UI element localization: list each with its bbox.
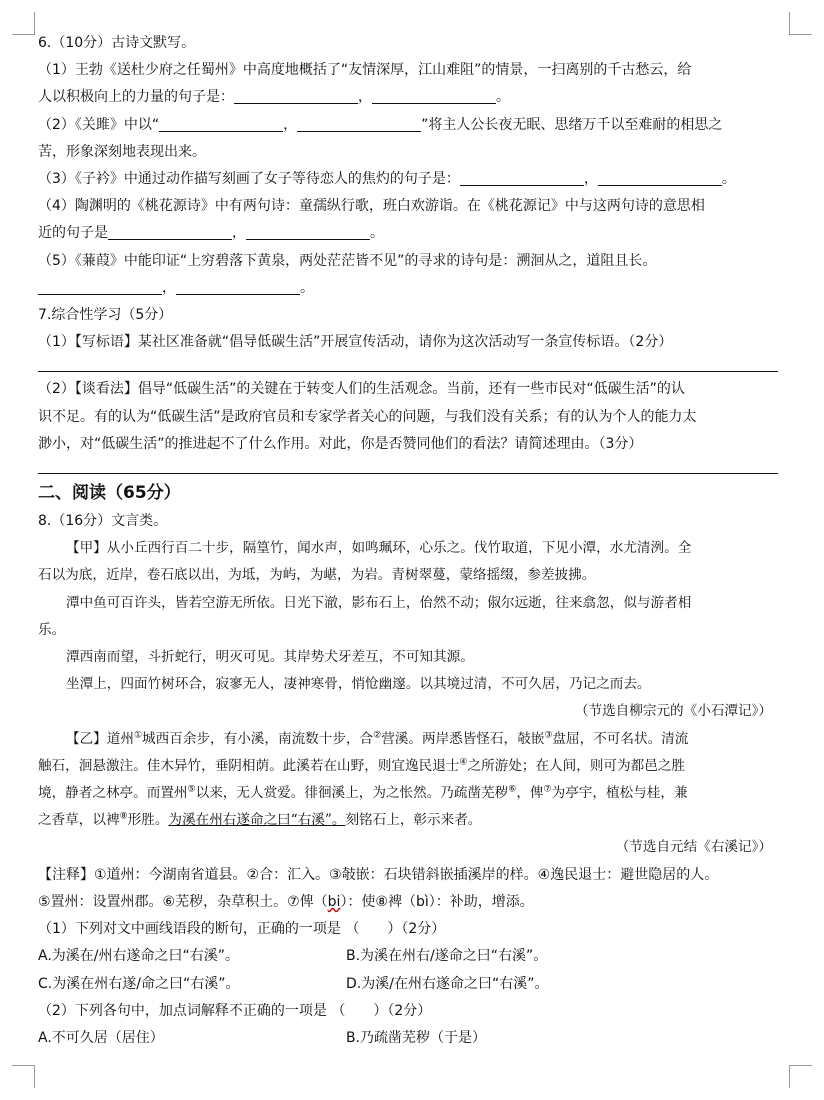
jia-text-line: 乐。 — [38, 621, 66, 638]
crop-mark-bottom-left — [12, 1065, 35, 1088]
underlined-passage: 为溪在州右遂命之曰“右溪”。 — [168, 812, 346, 829]
answer-blank[interactable] — [108, 224, 232, 240]
jia-text-line: 坐潭上，四面竹树环合，寂寥无人，凄神寒骨，悄怆幽邃。以其境过清，不可久居，乃记之而去。 — [66, 676, 651, 693]
q8-sub2-question: （2）下列各句中，加点词解释不正确的一项是 （ ）（2分） — [38, 1002, 432, 1019]
q8-sub1-options-row1 — [38, 943, 778, 970]
answer-blank[interactable] — [598, 170, 722, 186]
jia-text-line: 潭西南而望，斗折蛇行，明灭可见。其岸势犬牙差互，不可知其源。 — [66, 649, 474, 666]
q6-item2-line2: 苦，形象深刻地表现出来。 — [38, 143, 206, 160]
q8-title: 8.（16分）文言类。 — [38, 513, 168, 530]
q6-item5-line1: （5）《蒹葭》中能印证“上穷碧落下黄泉，两处茫茫皆不见”的寻求的诗句是：溯洄从之，道阻且长。 — [38, 252, 657, 269]
q7-item2-line3: 渺小，对“低碳生活”的推进起不了什么作用。对此，你是否赞同他们的看法？请简述理由。（3分） — [38, 435, 643, 452]
q6-item5-line2: ， 。 — [38, 275, 778, 302]
q7-item2-line1: （2）【谈看法】倡导“低碳生活”的关键在于转变人们的生活观念。当前，还有一些市民对“低碳生活”的认 — [38, 381, 685, 398]
crop-mark-top-right — [789, 12, 812, 35]
option-b[interactable]: B.乃疏凿芜秽（于是） — [346, 1029, 487, 1046]
answer-line[interactable] — [38, 370, 778, 372]
q6-item2-line1: （2）《关雎》中以“ ， ”将主人公长夜无眠、思绪万千以至难耐的相思之 — [38, 116, 723, 133]
answer-blank[interactable] — [246, 224, 370, 240]
q7-title: 7.综合性学习（5分） — [38, 307, 173, 324]
jia-text-line: 石以为底，近岸，卷石底以出，为坻，为屿，为嵁，为岩。青树翠蔓，蒙络摇缀，参差披拂。 — [38, 567, 596, 584]
crop-mark-bottom-right — [789, 1065, 812, 1088]
yi-text-line: 触石，洄悬激注。佳木异竹，垂阴相荫。此溪若在山野，则宜逸民退士④之所游处；在人间，则可为都邑之胜 — [38, 757, 685, 774]
jia-text-line: 潭中鱼可百许头，皆若空游无所依。日光下澈，影布石上，佁然不动；俶尔远逝，往来翕忽，似与游者相 — [66, 594, 692, 611]
answer-blank[interactable] — [38, 279, 162, 295]
q8-sub2-options-row1 — [38, 1025, 778, 1052]
q6-item1-line1: （1）王勃《送杜少府之任蜀州》中高度地概括了“友情深厚，江山难阻”的情景，一扫离别的千古愁云，给 — [38, 62, 692, 79]
answer-blank[interactable] — [159, 116, 283, 132]
option-a[interactable]: A.为溪在/州右遂命之曰“右溪”。 — [38, 948, 240, 965]
q6-item4-line2: 近的句子是 ， 。 — [38, 225, 384, 242]
answer-line[interactable] — [38, 472, 778, 474]
jia-source: （节选自柳宗元的《小石潭记》） — [574, 703, 772, 720]
q6-item1-line2: 人以积极向上的力量的句子是： ， 。 — [38, 89, 510, 106]
crop-mark-top-left — [12, 12, 35, 35]
yi-text-line: 【乙】道州①城西百余步，有小溪，南流数十步，合②营溪。两岸悉皆怪石，攲嵌③盘屈，不可名状。清流 — [66, 730, 689, 747]
answer-blank[interactable] — [297, 116, 421, 132]
section-title: 二、阅读（65分） — [38, 483, 181, 504]
jia-text-line: 【甲】从小丘西行百二十步，隔篁竹，闻水声，如鸣珮环，心乐之。伐竹取道，下见小潭，水尤清洌。全 — [66, 540, 692, 557]
q7-item2-line2: 识不足。有的认为“低碳生活”是政府官员和专家学者关心的问题，与我们没有关系；有的认为个人的能力太 — [38, 408, 697, 425]
answer-blank[interactable] — [234, 88, 358, 104]
q6-item4-line1: （4）陶渊明的《桃花源诗》中有两句诗：童孺纵行歌，班白欢游诣。在《桃花源记》中与这两句诗的意思相 — [38, 198, 705, 215]
answer-blank[interactable] — [460, 170, 584, 186]
answer-blank[interactable] — [372, 88, 496, 104]
q8-sub1-options-row2 — [38, 971, 778, 998]
option-a[interactable]: A.不可久居（居住） — [38, 1029, 164, 1046]
q7-item1: （1）【写标语】某社区准备就“倡导低碳生活”开展宣传活动，请你为这次活动写一条宣传标语。（2分） — [38, 334, 673, 351]
option-c[interactable]: C.为溪在州右遂/命之曰“右溪”。 — [38, 975, 240, 992]
option-d[interactable]: D.为溪/在州右遂命之曰“右溪”。 — [346, 975, 549, 992]
yi-source: （节选自元结《右溪记》） — [615, 839, 772, 856]
yi-text-line: 境，静者之林亭。而置州⑤以来，无人赏爱。徘徊溪上，为之怅然。乃疏凿芜秽⑥，俾⑦为亭宇，植松与桂，兼 — [38, 784, 688, 802]
answer-blank[interactable] — [176, 279, 300, 295]
q6-title: 6.（10分）古诗文默写。 — [38, 35, 196, 51]
yi-text-line: 之香草，以裨⑧形胜。为溪在州右遂命之曰“右溪”。刻铭石上，彰示来者。 — [38, 811, 482, 829]
exam-page — [38, 30, 778, 1052]
q6-item3: （3）《子衿》中通过动作描写刻画了女子等待恋人的焦灼的句子是： ， 。 — [38, 171, 736, 188]
notes-line1: 【注释】①道州：今湖南省道县。②合：汇入。③攲嵌：石块错斜嵌插溪岸的样。④逸民退士：避世隐居的人。 — [38, 866, 719, 883]
notes-line2: ⑤置州：设置州郡。⑥芜秽，杂草积土。⑦俾（bi）：使⑧裨（bì）：补助，增添。 — [38, 893, 534, 910]
q8-sub1-question: （1）下列对文中画线语段的断句，正确的一项是 （ ）（2分） — [38, 921, 446, 938]
option-b[interactable]: B.为溪在州右/遂命之曰“右溪”。 — [346, 948, 548, 965]
